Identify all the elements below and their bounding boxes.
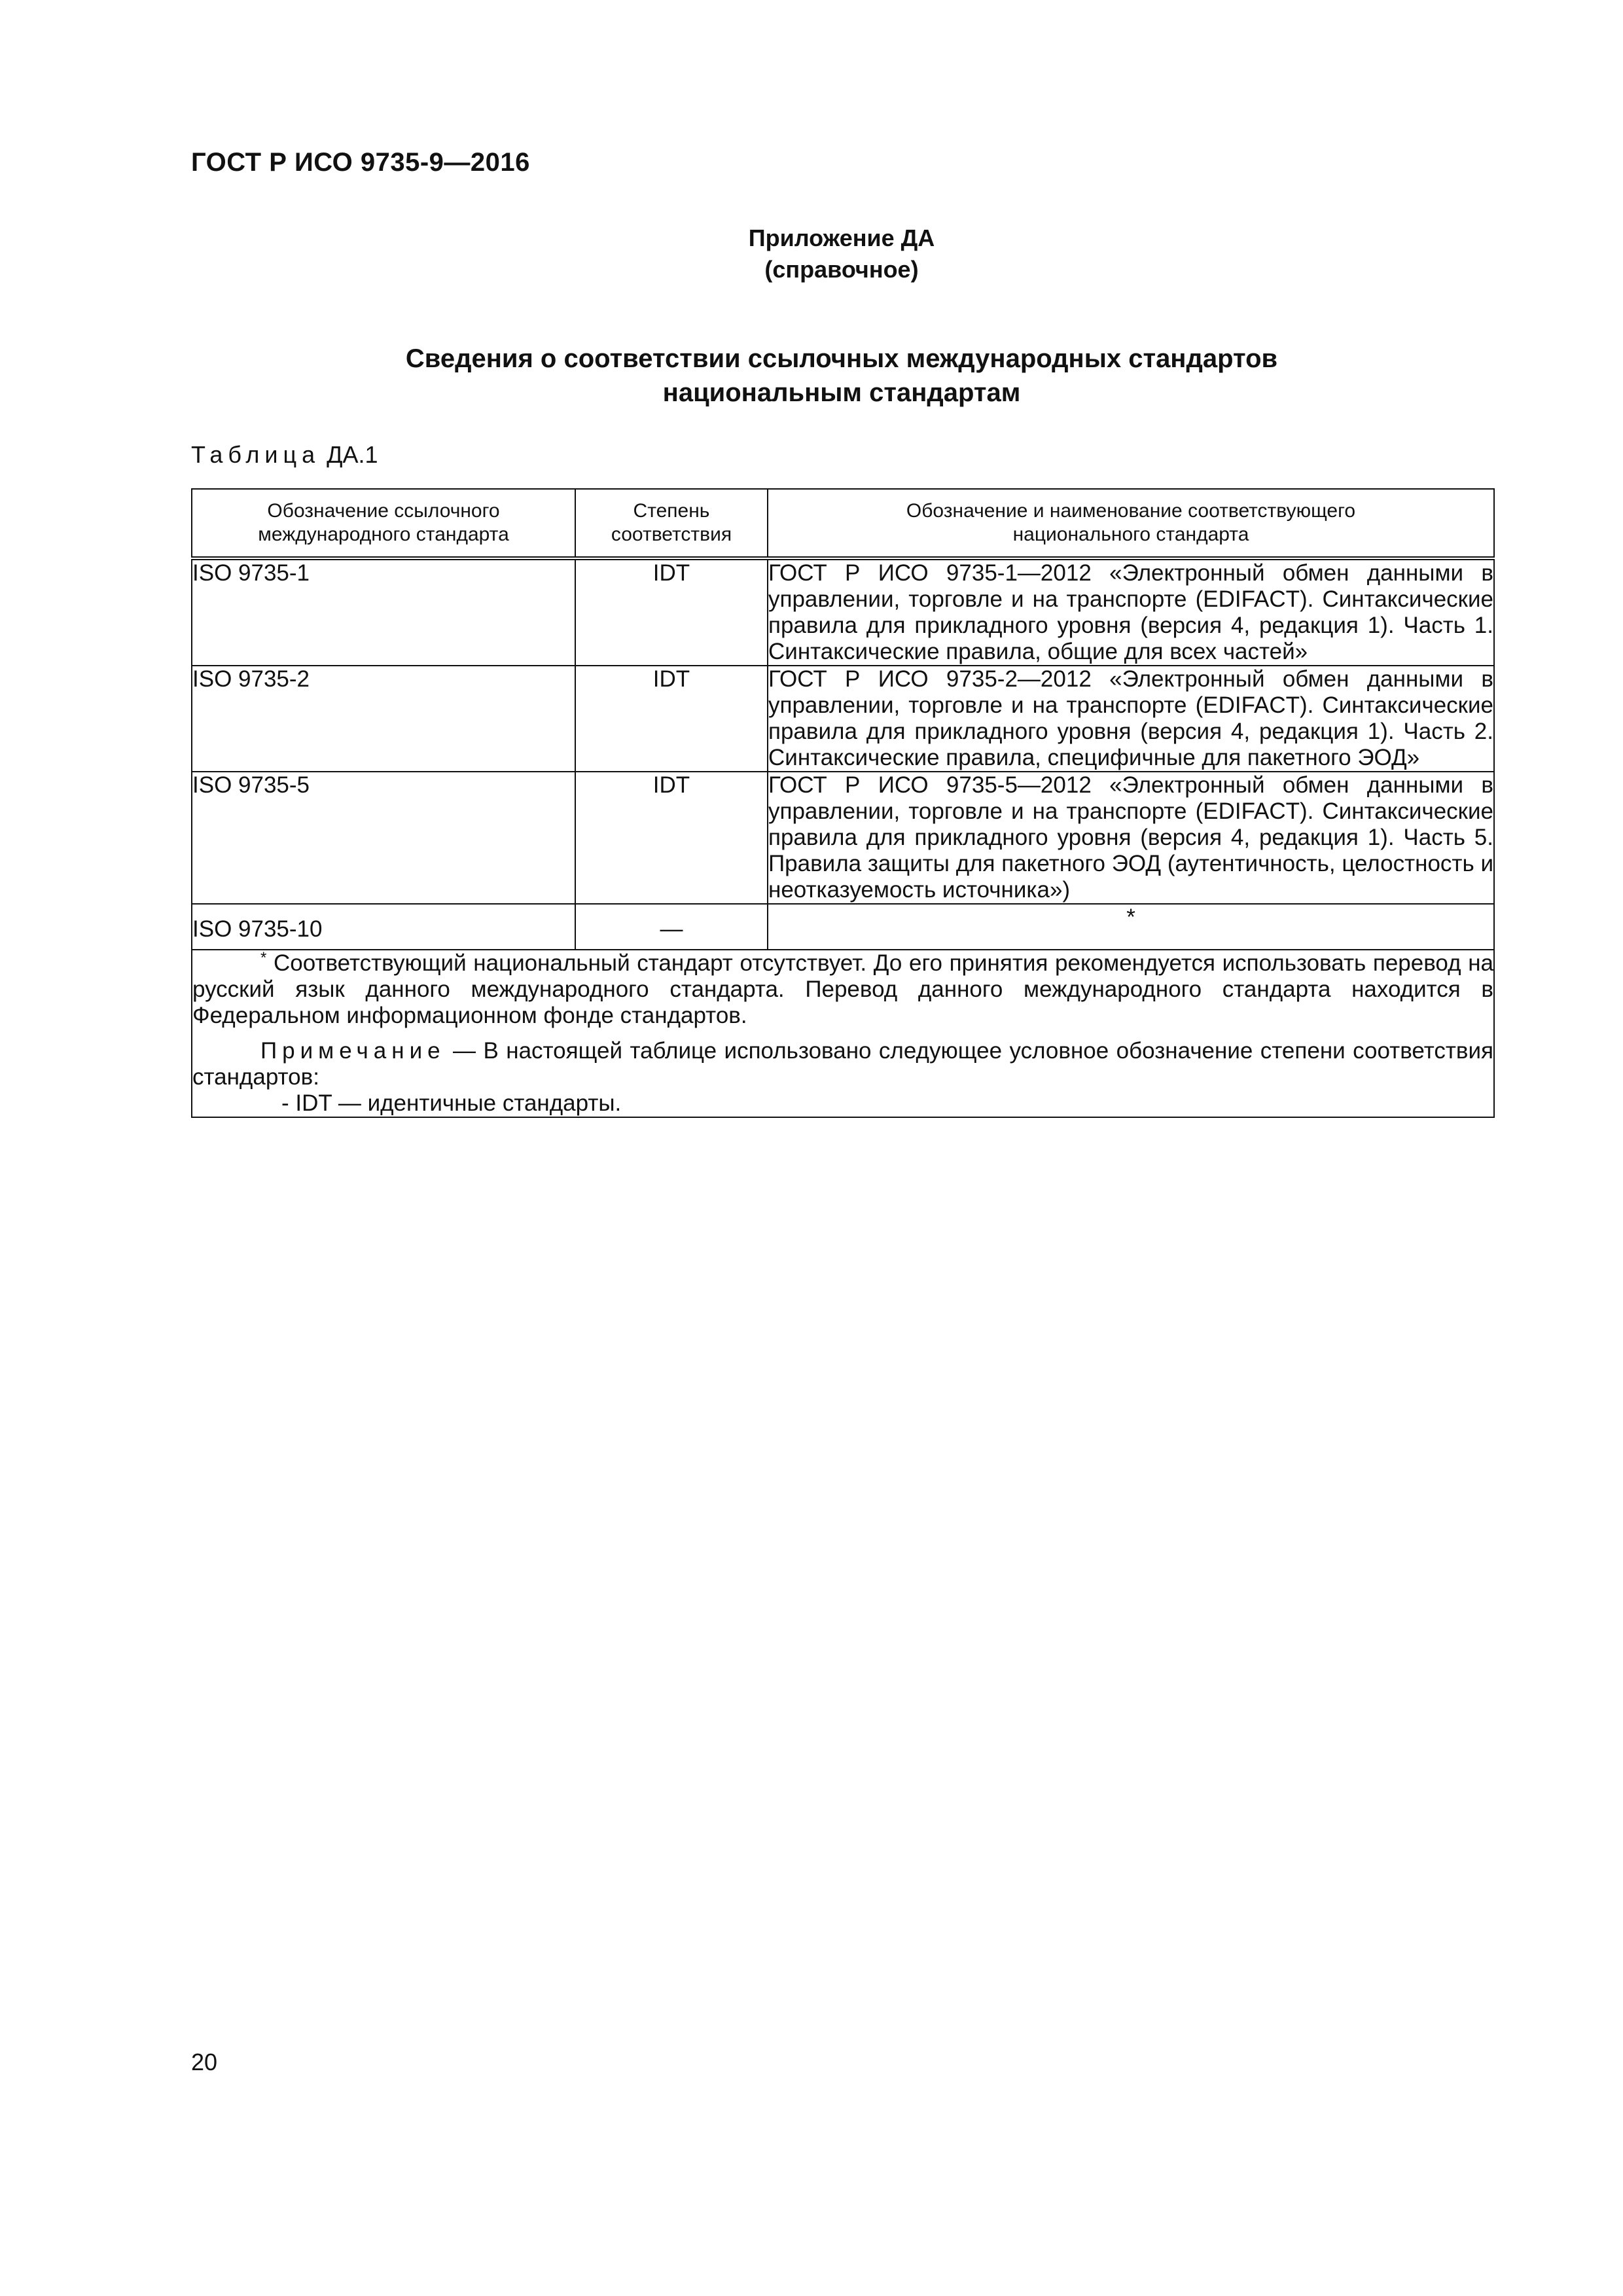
appendix-kind: (справочное) xyxy=(764,256,919,283)
intl-standard-code: ISO 9735-5 xyxy=(192,772,575,904)
degree-of-correspondence: — xyxy=(575,904,768,950)
appendix-title: Приложение ДА xyxy=(748,224,935,251)
national-standard-name: ГОСТ Р ИСО 9735-5—2012 «Электронный обмен данными в управлении, торговле и на транспорте (EDIFACT). Синтаксические правила для прикладного уровня (версия 4, редакция 1). Часть 5. Правила защиты для пакетного ЭОД (аутентичность, целостность и неотказуемость источника») xyxy=(768,772,1493,903)
column-header-line: Степень xyxy=(633,500,710,522)
table-caption-number: ДА.1 xyxy=(327,441,378,468)
table-row xyxy=(192,904,1494,950)
column-header-line: соответствия xyxy=(611,524,732,545)
table-row xyxy=(192,558,1494,666)
table-notes xyxy=(192,950,1494,1117)
degree-of-correspondence: IDT xyxy=(575,666,768,772)
table-notes-row xyxy=(192,950,1494,1117)
table-note xyxy=(192,1038,1493,1090)
intl-standard-code: ISO 9735-10 xyxy=(192,904,575,950)
document-code: ГОСТ Р ИСО 9735-9—2016 xyxy=(191,148,530,177)
intl-standard-code: ISO 9735-2 xyxy=(192,666,575,772)
column-header-line: Обозначение и наименование соответствующего xyxy=(906,500,1356,522)
section-title xyxy=(0,342,1623,410)
national-standard-name: ГОСТ Р ИСО 9735-2—2012 «Электронный обмен данными в управлении, торговле и на транспорте (EDIFACT). Синтаксические правила для прикладного уровня (версия 4, редакция 1). Часть 2. Синтаксические правила, специфичные для пакетного ЭОД» xyxy=(768,666,1493,770)
table-row xyxy=(192,666,1494,772)
table-caption xyxy=(191,441,378,469)
column-header-intl-standard xyxy=(192,489,575,558)
note-label: Примечание xyxy=(260,1038,446,1064)
column-header-line: Обозначение ссылочного xyxy=(267,500,500,522)
note-list-item: - IDT — идентичные стандарты. xyxy=(281,1090,622,1116)
table-header-row xyxy=(192,489,1494,558)
standards-correspondence-table xyxy=(191,488,1495,1118)
note-text: — В настоящей таблице использовано следующее условное обозначение степени соответствия стандартов: xyxy=(192,1038,1493,1090)
national-standard-name: ГОСТ Р ИСО 9735-1—2012 «Электронный обмен данными в управлении, торговле и на транспорте (EDIFACT). Синтаксические правила для прикладного уровня (версия 4, редакция 1). Часть 1. Синтаксические правила, общие для всех частей» xyxy=(768,558,1494,666)
section-title-line-1: Сведения о соответствии ссылочных международных стандартов xyxy=(405,344,1278,373)
intl-standard-code: ISO 9735-1 xyxy=(192,558,575,666)
column-header-line: национального стандарта xyxy=(1012,524,1249,545)
appendix-heading xyxy=(0,223,1623,285)
national-standard-name: * xyxy=(768,904,1494,950)
table-row xyxy=(192,772,1494,904)
degree-of-correspondence: IDT xyxy=(575,558,768,666)
footnote-mark: * xyxy=(260,949,267,967)
footnote xyxy=(192,950,1493,1029)
column-header-degree xyxy=(575,489,768,558)
column-header-line: международного стандарта xyxy=(258,524,509,545)
column-header-national-standard xyxy=(768,489,1494,558)
section-title-line-2: национальным стандартам xyxy=(662,378,1021,407)
degree-of-correspondence: IDT xyxy=(575,772,768,904)
footnote-text: Соответствующий национальный стандарт отсутствует. До его принятия рекомендуется использовать перевод на русский язык данного международного стандарта. Перевод данного международного стандарта находится в Федеральном информационном фонде стандартов. xyxy=(192,950,1493,1028)
page-number: 20 xyxy=(191,2049,218,2075)
table-caption-word: Таблица xyxy=(191,441,321,468)
